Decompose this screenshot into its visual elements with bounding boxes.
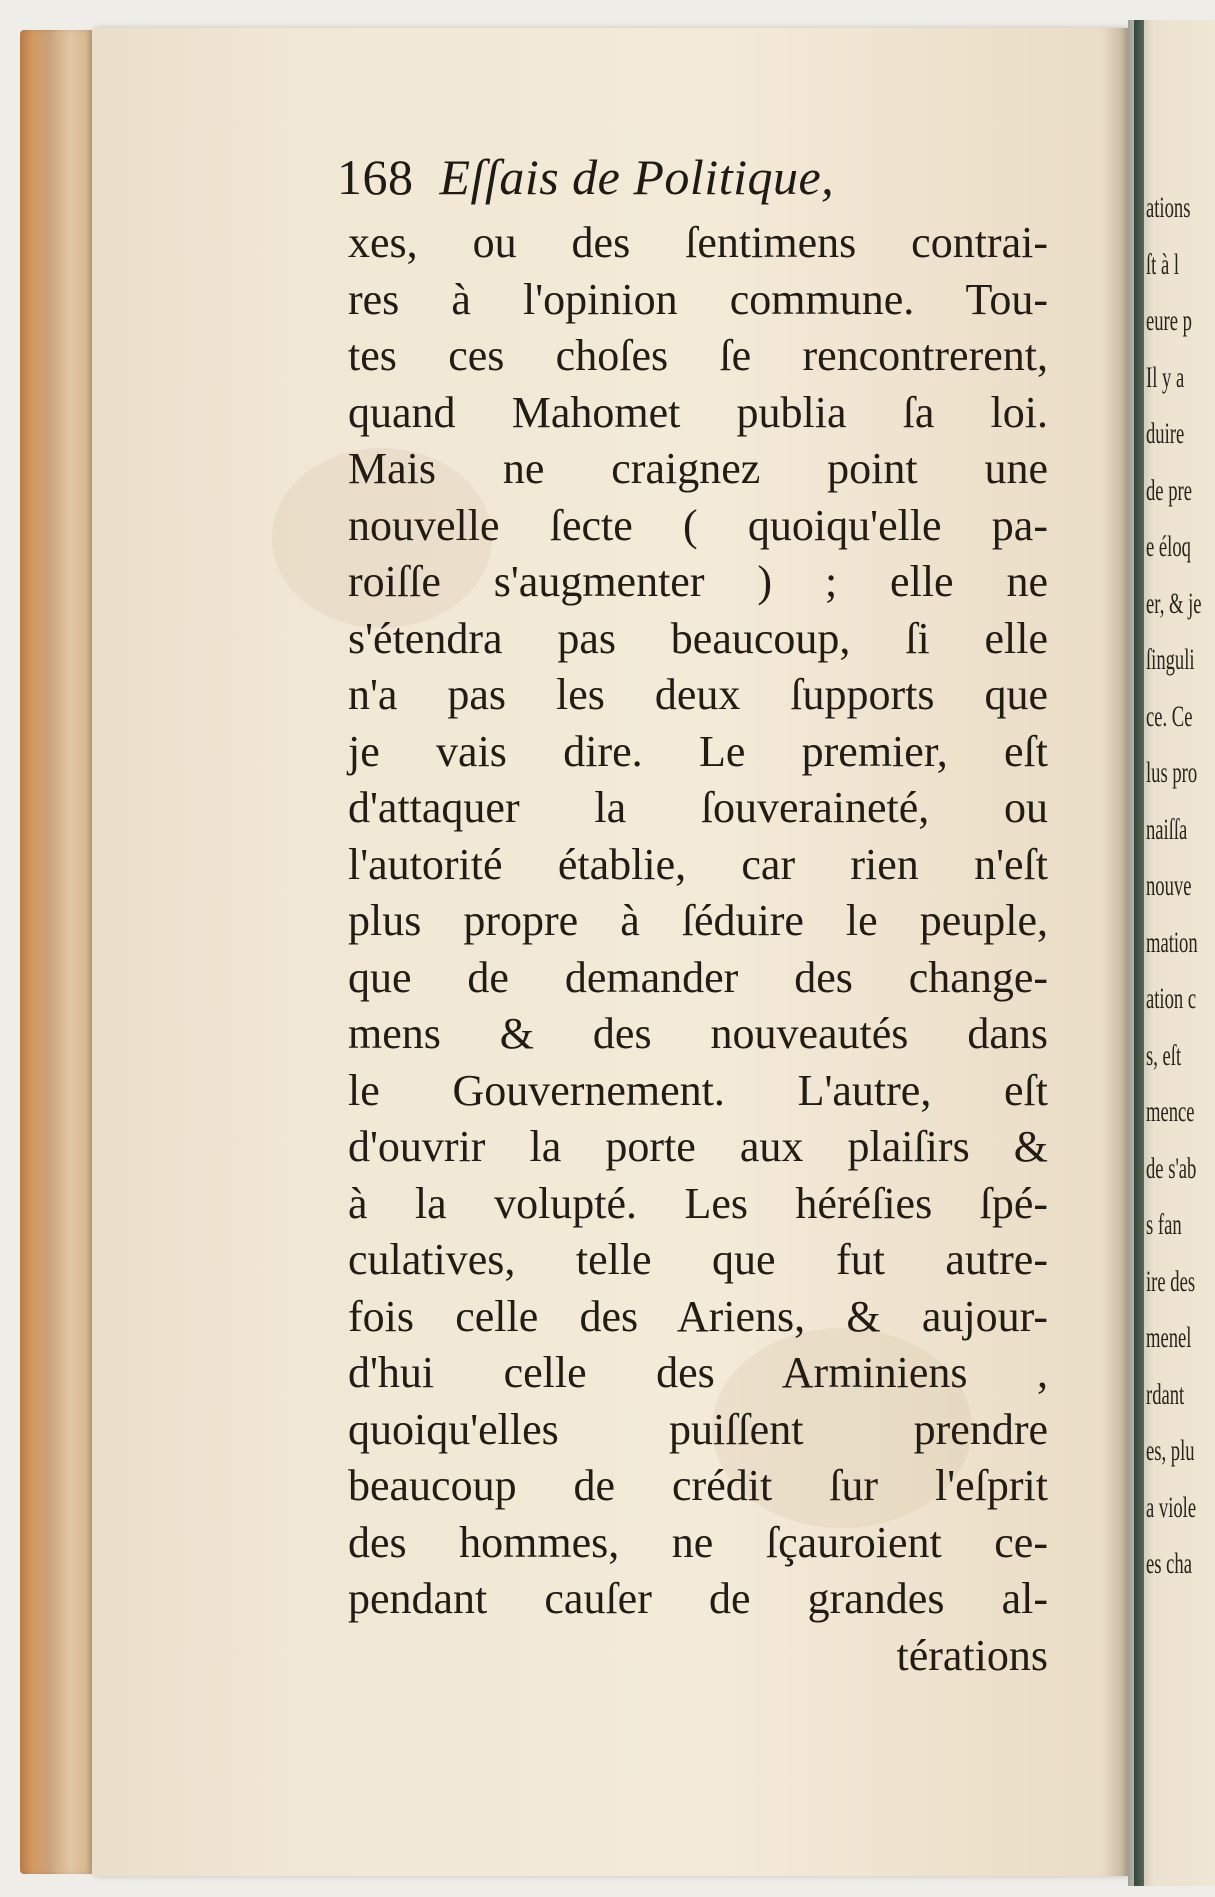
fragment-line: e éloq [1146,530,1191,563]
fragment-line: s, eſt [1146,1038,1182,1072]
fragment-line: ce. Ce [1146,699,1193,733]
text-line: d'ouvrir la porte aux plaiſirs & [348,1122,1048,1171]
binding-strip [1134,20,1144,1886]
text-line: plus propre à ſéduire le peuple, [348,896,1048,945]
book-page-edges [20,30,92,1874]
text-line: le Gouvernement. L'autre, eſt [348,1065,1048,1115]
text-line: tes ces choſes ſe rencontrerent, [348,331,1048,380]
fragment-line: er, & je [1146,586,1202,620]
text-line: que de demander des change- [348,952,1048,1002]
fragment-line: nouve [1146,869,1192,902]
text-line: pendant cauſer de grandes al- [348,1574,1048,1623]
text-line: nouvelle ſecte ( quoiqu'elle pa- [348,500,1048,550]
fragment-line: menel [1146,1321,1192,1354]
fragment-line: a viole [1146,1490,1197,1524]
fragment-line: mence [1146,1095,1195,1128]
text-line: d'attaquer la ſouveraineté, ou [348,783,1048,832]
text-line: l'autorité établie, car rien n'eſt [348,839,1048,889]
fragment-line: ſinguli [1146,643,1195,676]
fragment-line: rdant [1146,1377,1185,1411]
text-line: beaucoup de crédit ſur l'eſprit [348,1461,1048,1510]
fragment-line: de s'ab [1146,1151,1197,1185]
text-line: je vais dire. Le premier, eſt [348,726,1048,776]
text-line: n'a pas les deux ſupports que [348,670,1048,719]
text-line: xes, ou des ſentimens contrai- [348,218,1048,267]
fragment-line: s fan [1146,1208,1182,1241]
fragment-line: es cha [1146,1547,1192,1580]
fragment-line: lus pro [1146,756,1198,789]
text-line: Mais ne craignez point une [348,444,1048,493]
page-body-text [348,215,1048,1684]
fragment-line: naiſſa [1146,812,1188,846]
fragment-line: ation c [1146,982,1197,1015]
fragment-line: Il y a [1146,360,1185,394]
fragment-line: duire [1146,417,1185,450]
page-number: 168 [337,149,414,205]
fragment-line: ſt à l [1146,247,1180,281]
page-gutter-shadow [1102,28,1128,1876]
fragment-line: ire des [1146,1264,1196,1298]
fragment-line: es, plu [1146,1434,1195,1467]
text-line: s'étendra pas beaucoup, ſi elle [348,613,1048,663]
text-line: quand Mahomet publia ſa loi. [348,387,1048,437]
fragment-line: de pre [1146,473,1192,507]
catchword-line: térations [896,1630,1048,1680]
fragment-line: eure p [1146,304,1192,337]
text-line: d'hui celle des Arminiens , [348,1348,1048,1397]
right-page-fragment [1128,20,1215,1886]
text-line: mens & des nouveautés dans [348,1009,1048,1058]
text-line: fois celle des Ariens, & aujour- [348,1291,1048,1341]
running-head [337,148,834,206]
text-line: culatives, telle que fut autre- [348,1235,1048,1284]
fragment-line: ations [1146,191,1191,224]
text-line: res à l'opinion commune. Tou- [348,274,1048,324]
text-line: à la volupté. Les héréſies ſpé- [348,1178,1048,1228]
text-line: roiſſe s'augmenter ) ; elle ne [348,557,1048,606]
text-line: des hommes, ne ſçauroient ce- [348,1517,1048,1567]
fragment-line: mation [1146,925,1198,959]
running-title: Eſſais de Politique, [439,149,835,205]
right-page-text [1146,180,1202,1593]
text-line: quoiqu'elles puiſſent prendre [348,1404,1048,1454]
